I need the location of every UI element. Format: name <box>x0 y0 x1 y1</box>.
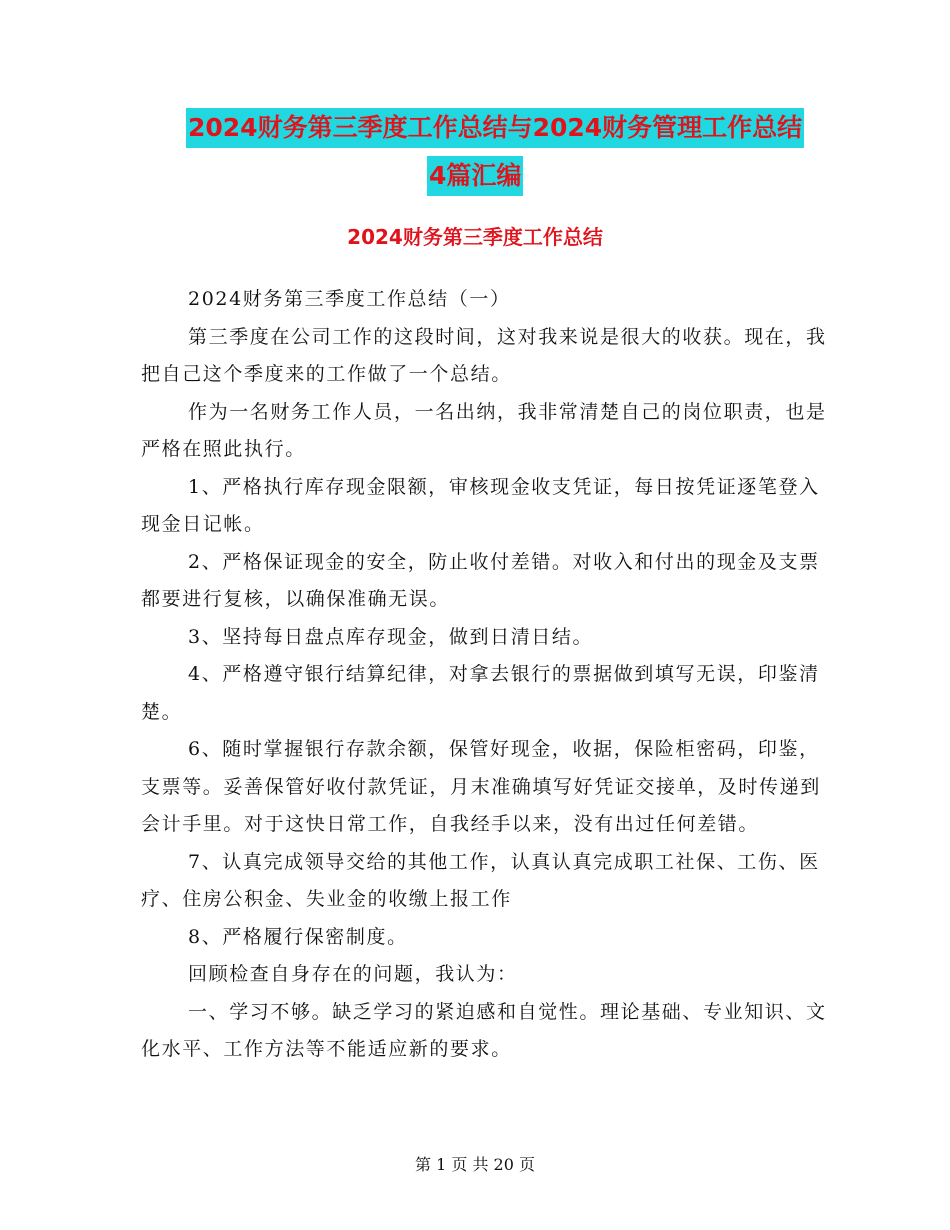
page-footer: 第 1 页 共 20 页 <box>415 1155 535 1174</box>
paragraph: 7、认真完成领导交给的其他工作，认真认真完成职工社保、工伤、医疗、住房公积金、失业金的收缴上报工作 <box>141 850 820 910</box>
section-heading: 2024财务第三季度工作总结 <box>347 225 603 249</box>
paragraph: 2024财务第三季度工作总结（一） <box>188 288 511 310</box>
paragraph: 第三季度在公司工作的这段时间，这对我来说是很大的收获。现在，我把自己这个季度来的工作做了一个总结。 <box>141 325 827 385</box>
title-line-2: 4篇汇编 <box>427 156 523 196</box>
paragraph: 2、严格保证现金的安全，防止收付差错。对收入和付出的现金及支票都要进行复核，以确保准确无误。 <box>141 550 820 610</box>
paragraph: 作为一名财务工作人员，一名出纳，我非常清楚自己的岗位职责，也是严格在照此执行。 <box>141 400 827 460</box>
paragraph: 回顾检查自身存在的问题，我认为： <box>188 963 518 985</box>
paragraph: 1、严格执行库存现金限额，审核现金收支凭证，每日按凭证逐笔登入现金日记帐。 <box>141 475 820 535</box>
body-text <box>141 281 831 1069</box>
paragraph: 6、随时掌握银行存款余额，保管好现金，收据，保险柜密码，印鉴，支票等。妥善保管好收付款凭证，月末准确填写好凭证交接单，及时传递到会计手里。对于这快日常工作，自我经手以来，没有出过任何差错。 <box>141 738 821 835</box>
title-line-1: 2024财务第三季度工作总结与2024财务管理工作总结 <box>186 108 804 148</box>
paragraph: 3、坚持每日盘点库存现金，做到日清日结。 <box>188 625 594 648</box>
paragraph: 一、学习不够。缺乏学习的紧迫感和自觉性。理论基础、专业知识、文化水平、工作方法等不能适应新的要求。 <box>141 1000 827 1060</box>
paragraph: 4、严格遵守银行结算纪律，对拿去银行的票据做到填写无误，印鉴清楚。 <box>141 663 820 723</box>
paragraph: 8、严格履行保密制度。 <box>188 925 408 948</box>
